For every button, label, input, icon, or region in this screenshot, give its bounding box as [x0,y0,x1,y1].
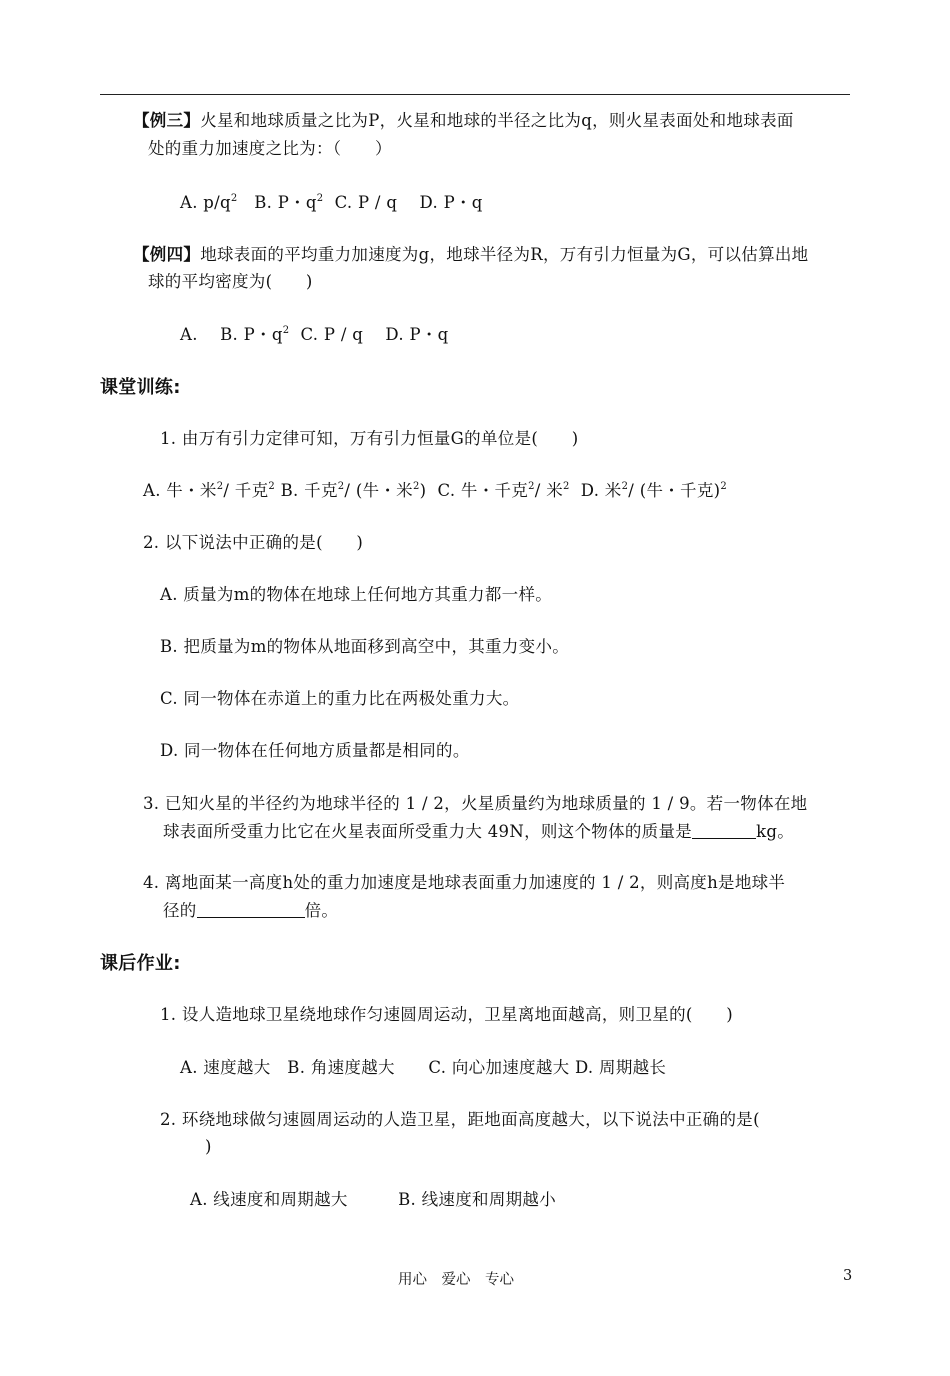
example-4-tag: 【例四】 [133,245,201,264]
option-c: C. 牛・千克 [437,481,529,500]
classroom-q4-line-2 [163,900,338,922]
superscript: 2 [563,481,570,492]
classroom-q1: 1. 由万有引力定律可知，万有引力恒量G的单位是( ) [160,429,579,448]
example-4-line-2: 球的平均密度为( ) [148,272,313,291]
option-d: D. 米 [580,481,622,500]
classroom-q2-option-d: D. 同一物体在任何地方质量都是相同的。 [160,741,470,760]
homework-q1-options: A. 速度越大 B. 角速度越大 C. 向心加速度越大 D. 周期越长 [180,1058,667,1077]
classroom-q3-line-1: 3. 已知火星的半径约为地球半径的 1 / 2，火星质量约为地球质量的 1 / 9。若一物体在地 [143,794,808,813]
superscript: 2 [316,193,324,204]
example-3-options [180,192,483,214]
classroom-q2: 2. 以下说法中正确的是( ) [143,533,364,552]
example-3-line-2: 处的重力加速度之比为：（ ） [148,139,392,158]
example-4-text: 地球表面的平均重力加速度为g，地球半径为R，万有引力恒量为G，可以估算出地 [200,245,809,264]
superscript: 2 [337,481,345,492]
header-rule [100,94,850,95]
q3-unit: kg。 [756,822,795,841]
superscript: 2 [412,481,420,492]
homework-q2-line-2: ) [205,1137,212,1156]
option-d-unit: / (牛・千克) [628,481,721,500]
answer-blank[interactable] [197,903,305,918]
example-3-tag: 【例三】 [133,111,201,130]
option-a-unit: / 千克 [223,481,269,500]
page-number: 3 [843,1268,853,1284]
example-4-options [180,324,449,346]
example-3-text: 火星和地球质量之比为P，火星和地球的半径之比为q，则火星表面处和地球表面 [200,111,794,130]
option-b-close: ) [419,481,427,500]
option-c-d: C. P / q D. P・q [334,193,483,212]
q3-text: 球表面所受重力比它在火星表面所受重力大 49N，则这个物体的质量是 [163,822,693,841]
classroom-q2-option-a: A. 质量为m的物体在地球上任何地方其重力都一样。 [160,585,553,604]
footer-slogan: 用心 爱心 专心 [398,1272,514,1288]
option-b-unit: / (牛・米 [344,481,413,500]
q4-text: 径的 [163,901,197,920]
option-b: B. P・q [254,193,317,212]
option-c-unit: / 米 [534,481,564,500]
superscript: 2 [216,481,224,492]
option-a: A. 牛・米 [143,481,217,500]
superscript: 2 [720,481,728,492]
example-4-line-1 [133,244,808,266]
option-b: B. 千克 [280,481,338,500]
option-c-d: C. P / q D. P・q [300,325,449,344]
classroom-q2-option-b: B. 把质量为m的物体从地面移到高空中，其重力变小。 [160,637,570,656]
superscript: 2 [268,481,276,492]
classroom-q3-line-2 [163,821,794,843]
classroom-q1-options [143,480,727,502]
example-3-line-1 [133,110,794,132]
option-a: A. p/q [180,193,231,212]
superscript: 2 [282,325,290,336]
superscript: 2 [528,481,535,492]
homework-q2-line-1: 2. 环绕地球做匀速圆周运动的人造卫星，距地面高度越大，以下说法中正确的是( [160,1110,760,1129]
superscript: 2 [230,193,238,204]
answer-blank[interactable] [692,824,756,839]
homework-q1: 1. 设人造地球卫星绕地球作匀速圆周运动，卫星离地面越高，则卫星的( ) [160,1005,733,1024]
superscript: 2 [621,481,629,492]
homework-heading: 课后作业: [100,953,181,974]
q4-unit: 倍。 [304,901,339,920]
classroom-heading: 课堂训练: [100,377,181,398]
homework-q2-options: A. 线速度和周期越大 B. 线速度和周期越小 [190,1190,557,1209]
option-a-b: A. B. P・q [180,325,283,344]
classroom-q2-option-c: C. 同一物体在赤道上的重力比在两极处重力大。 [160,689,520,708]
classroom-q4-line-1: 4. 离地面某一高度h处的重力加速度是地球表面重力加速度的 1 / 2，则高度h是地球半 [143,873,786,892]
